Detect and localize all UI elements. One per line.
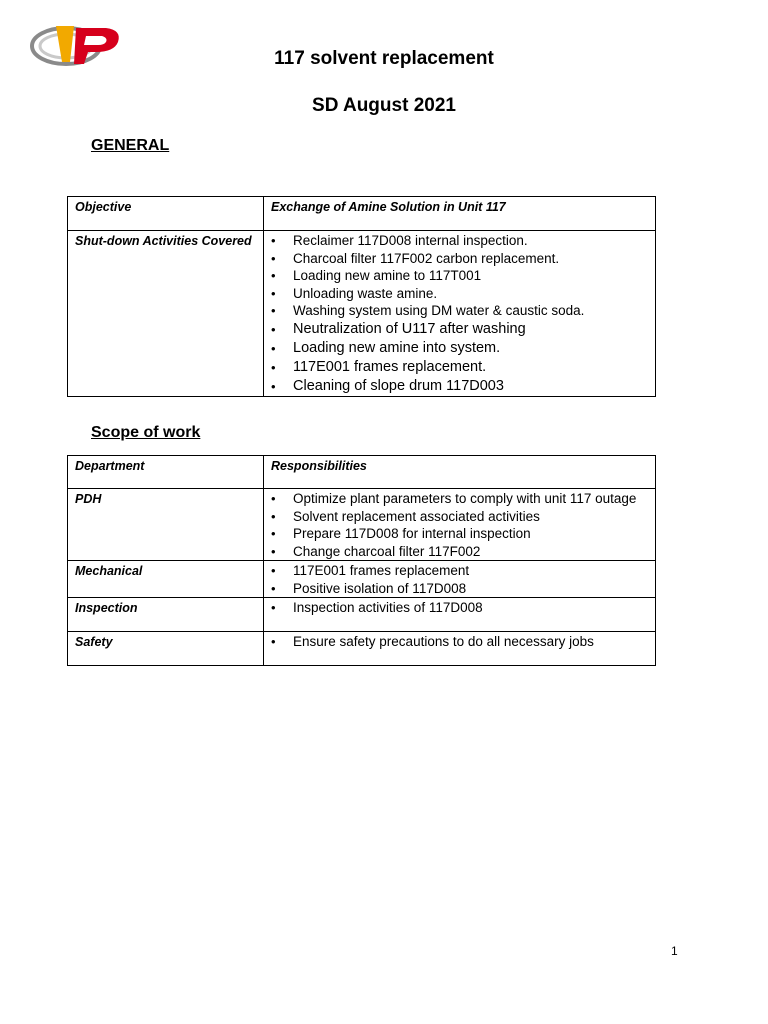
list-item: • Neutralization of U117 after washing — [264, 320, 655, 339]
table-row — [68, 561, 656, 598]
table-row — [68, 489, 656, 561]
general-heading: GENERAL — [91, 137, 170, 154]
list-item: • Loading new amine into system. — [264, 339, 655, 358]
responsibilities-list — [264, 489, 655, 560]
list-item: • Loading new amine to 117T001 — [264, 267, 655, 285]
table-row — [68, 231, 656, 397]
general-table — [67, 196, 656, 397]
department-name: Safety — [68, 632, 264, 666]
scope-table — [67, 455, 656, 666]
list-item: • Prepare 117D008 for internal inspection — [264, 525, 655, 543]
list-item: • Reclaimer 117D008 internal inspection. — [264, 232, 655, 250]
list-item: • Unloading waste amine. — [264, 285, 655, 303]
table-row — [68, 197, 656, 231]
list-item: • Cleaning of slope drum 117D003 — [264, 377, 655, 396]
responsibilities-list — [264, 598, 655, 617]
responsibilities-list — [264, 632, 655, 651]
activities-label: Shut-down Activities Covered — [68, 231, 264, 397]
responsibilities-list — [264, 561, 655, 597]
department-column-header: Department — [68, 456, 264, 489]
list-item: • Inspection activities of 117D008 — [264, 599, 655, 617]
department-name: Mechanical — [68, 561, 264, 598]
activities-cell — [264, 231, 656, 397]
page-number: 1 — [671, 944, 678, 958]
list-item: • Solvent replacement associated activities — [264, 508, 655, 526]
objective-value: Exchange of Amine Solution in Unit 117 — [264, 197, 656, 231]
list-item: • Washing system using DM water & caustic soda. — [264, 302, 655, 320]
list-item: • Ensure safety precautions to do all necessary jobs — [264, 633, 655, 651]
list-item: • Optimize plant parameters to comply with unit 117 outage — [264, 490, 655, 508]
activities-list — [264, 231, 655, 396]
department-name: Inspection — [68, 598, 264, 632]
list-item: • Positive isolation of 117D008 — [264, 580, 655, 598]
responsibilities-cell — [264, 561, 656, 598]
document-subtitle: SD August 2021 — [312, 95, 456, 116]
table-row — [68, 632, 656, 666]
responsibilities-cell — [264, 632, 656, 666]
responsibilities-column-header: Responsibilities — [264, 456, 656, 489]
responsibilities-cell — [264, 489, 656, 561]
list-item: • 117E001 frames replacement — [264, 562, 655, 580]
document-title: 117 solvent replacement — [274, 48, 494, 69]
objective-label: Objective — [68, 197, 264, 231]
list-item: • Change charcoal filter 117F002 — [264, 543, 655, 561]
list-item: • 117E001 frames replacement. — [264, 358, 655, 377]
list-item: • Charcoal filter 117F002 carbon replacement. — [264, 250, 655, 268]
table-row — [68, 456, 656, 489]
scope-heading: Scope of work — [91, 424, 201, 441]
responsibilities-cell — [264, 598, 656, 632]
department-name: PDH — [68, 489, 264, 561]
table-row — [68, 598, 656, 632]
